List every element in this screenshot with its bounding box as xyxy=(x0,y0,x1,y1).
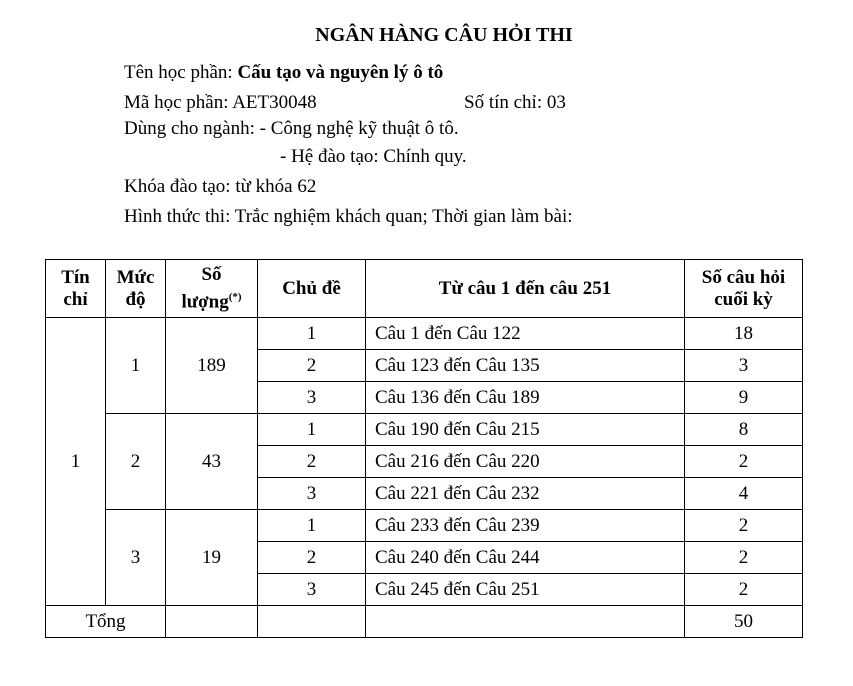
total-row xyxy=(46,606,803,638)
major-value: - Công nghệ kỹ thuật ô tô. xyxy=(259,118,459,139)
topic-cell: 1 xyxy=(258,414,366,446)
quantity-cell: 43 xyxy=(166,414,258,510)
final-count-cell: 9 xyxy=(685,382,803,414)
final-count-cell: 3 xyxy=(685,350,803,382)
range-cell: Câu 233 đến Câu 239 xyxy=(366,510,685,542)
range-cell: Câu 190 đến Câu 215 xyxy=(366,414,685,446)
range-cell: Câu 221 đến Câu 232 xyxy=(366,478,685,510)
range-cell: Câu 240 đến Câu 244 xyxy=(366,542,685,574)
credit-cell: 1 xyxy=(46,318,106,606)
level-cell: 1 xyxy=(106,318,166,414)
header-credit: Tín chỉ xyxy=(46,260,106,318)
total-range-cell xyxy=(366,606,685,638)
credits-value: 03 xyxy=(546,92,566,113)
credits-line xyxy=(464,92,566,114)
credits-label: Số tín chỉ: xyxy=(464,92,543,113)
header-level: Mức độ xyxy=(106,260,166,318)
final-count-cell: 2 xyxy=(685,542,803,574)
table-row xyxy=(46,414,803,446)
topic-cell: 2 xyxy=(258,350,366,382)
range-cell: Câu 123 đến Câu 135 xyxy=(366,350,685,382)
cohort-value: từ khóa 62 xyxy=(235,176,317,197)
topic-cell: 3 xyxy=(258,478,366,510)
course-code-label: Mã học phần: xyxy=(124,92,229,113)
topic-cell: 3 xyxy=(258,382,366,414)
topic-cell: 1 xyxy=(258,510,366,542)
total-topic-cell xyxy=(258,606,366,638)
level-cell: 3 xyxy=(106,510,166,606)
course-name: Cấu tạo và nguyên lý ô tô xyxy=(237,62,444,83)
table-row xyxy=(46,510,803,542)
quantity-cell: 189 xyxy=(166,318,258,414)
range-cell: Câu 245 đến Câu 251 xyxy=(366,574,685,606)
topic-cell: 3 xyxy=(258,574,366,606)
final-count-cell: 18 xyxy=(685,318,803,350)
course-name-label: Tên học phần: xyxy=(124,62,233,83)
major-label: Dùng cho ngành: xyxy=(124,118,255,139)
course-code: AET30048 xyxy=(232,92,317,113)
question-bank-table xyxy=(45,259,803,638)
exam-form-label: Hình thức thi: xyxy=(124,206,231,227)
total-quantity-cell xyxy=(166,606,258,638)
header-quantity: Số lượng(*) xyxy=(166,260,258,318)
final-count-cell: 2 xyxy=(685,574,803,606)
header-range: Từ câu 1 đến câu 251 xyxy=(366,260,685,318)
final-count-cell: 4 xyxy=(685,478,803,510)
final-count-cell: 2 xyxy=(685,446,803,478)
quantity-footnote-mark: (*) xyxy=(228,290,242,303)
level-cell: 2 xyxy=(106,414,166,510)
header-final: Số câu hỏi cuối kỳ xyxy=(685,260,803,318)
cohort-label: Khóa đào tạo: xyxy=(124,176,231,197)
range-cell: Câu 216 đến Câu 220 xyxy=(366,446,685,478)
final-count-cell: 8 xyxy=(685,414,803,446)
major-line xyxy=(124,118,459,140)
topic-cell: 2 xyxy=(258,446,366,478)
final-count-cell: 2 xyxy=(685,510,803,542)
table-row xyxy=(46,318,803,350)
exam-form-line xyxy=(124,206,573,228)
total-final-cell: 50 xyxy=(685,606,803,638)
exam-form-value: Trắc nghiệm khách quan; Thời gian làm bài: xyxy=(234,206,573,227)
header-topic: Chủ đề xyxy=(258,260,366,318)
range-cell: Câu 1 đến Câu 122 xyxy=(366,318,685,350)
training-system: - Hệ đào tạo: Chính quy. xyxy=(280,146,467,167)
topic-cell: 2 xyxy=(258,542,366,574)
topic-cell: 1 xyxy=(258,318,366,350)
range-cell: Câu 136 đến Câu 189 xyxy=(366,382,685,414)
course-name-line xyxy=(124,62,443,84)
cohort-line xyxy=(124,176,316,198)
document-title: NGÂN HÀNG CÂU HỎI THI xyxy=(315,24,573,46)
header-row xyxy=(46,260,803,318)
quantity-cell: 19 xyxy=(166,510,258,606)
total-label: Tổng xyxy=(46,606,166,638)
course-code-line xyxy=(124,92,317,114)
